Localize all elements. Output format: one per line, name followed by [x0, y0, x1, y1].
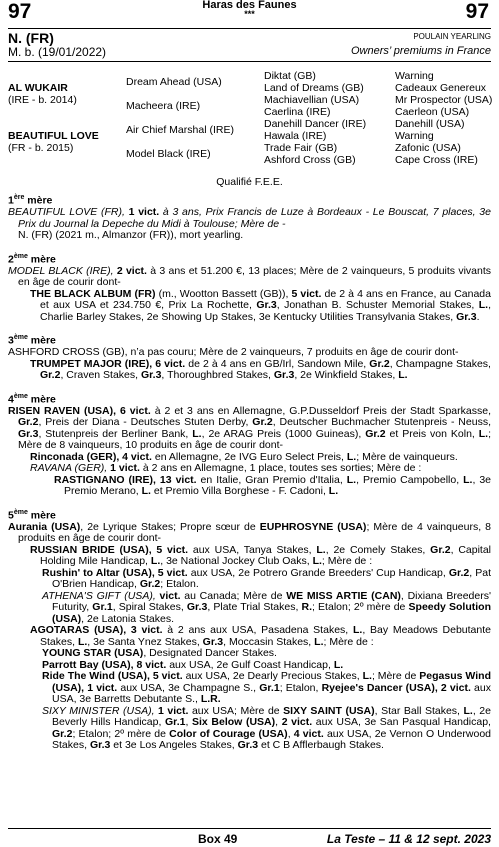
- pedigree-gen4: Danehill (USA): [395, 118, 465, 130]
- produce-entry: YOUNG STAR (USA), Designated Dancer Stakes.: [42, 647, 277, 659]
- dam-entry: ASHFORD CROSS (GB), n’a pas couru; Mère de 2 vainqueurs, 7 produits en âge de courir dont-: [8, 346, 459, 358]
- pedigree-sire: AL WUKAIR: [8, 82, 68, 94]
- lot-number-right: 97: [465, 0, 489, 23]
- lot-number-left: 97: [8, 0, 32, 23]
- produce-entry: RAVANA (GER), 1 vict. à 2 ans en Allemagne, 1 place, toutes ses sorties; Mère de :: [30, 462, 422, 474]
- section-heading-2: 2ème mère: [8, 252, 56, 265]
- pedigree-gen4: Caerleon (USA): [395, 106, 470, 118]
- section-heading-4: 4ème mère: [8, 392, 56, 405]
- produce-entry: THE BLACK ALBUM (FR) (m., Wootton Bassett (GB)), 5 vict. de 2 à 4 ans en France, au Canada et aux USA et 234.750 €, Prix La Rochette, Gr.3, Jonathan B. Schuster Memorial Stakes, L., Charlie Barley Stakes, 2e Showing Up Stakes, 3e Kentucky Utilities Transylvania Stakes, Gr.3.: [30, 287, 491, 323]
- box-number: Box 49: [198, 832, 238, 846]
- pedigree-gen3: Diktat (GB): [264, 70, 316, 82]
- produce-entry: Parrott Bay (USA), 8 vict. aux USA, 2e Gulf Coast Handicap, L.: [42, 658, 344, 671]
- produce-entry: SIXY MINISTER (USA), 1 vict. aux USA; Mère de SIXY SAINT (USA), Star Ball Stakes, L., 2e Beverly Hills Handicap, Gr.1, Six Below (USA), 2 vict. aux USA, 3e San Pasqual Handicap, Gr.2; Etalon; 2º mère de Color of Courage (USA), 4 vict. aux USA, 2e Vernon O Underwood Stakes, Gr.3 et 3e Los Angeles Stakes, Gr.3 et C B Afflerbaugh Stakes.: [42, 704, 491, 751]
- pedigree-dam-detail: (FR - b. 2015): [8, 142, 74, 154]
- dam-entry: Aurania (USA), 2e Lyrique Stakes; Propre sœur de EUPHROSYNE (USA); Mère de 4 vainqueurs, 8 produits en âge de courir dont-: [8, 520, 491, 544]
- dam-line-text: [8, 187, 491, 752]
- produce-entry: Rinconada (GER), 4 vict. en Allemagne, 2e IVG Euro Select Preis, L.; Mère de vainqueurs.: [30, 450, 458, 463]
- pedigree-gen4: Mr Prospector (USA): [395, 94, 493, 106]
- pedigree-gen4: Cadeaux Genereux: [395, 82, 487, 94]
- section-heading-3: 3ème mère: [8, 334, 56, 347]
- pedigree-gen2: Macheera (IRE): [126, 100, 201, 112]
- consignor-name: Haras des Faunes: [202, 0, 297, 11]
- owners-premium-note: Owners’ premiums in France: [351, 45, 491, 57]
- pedigree-gen4: Warning: [395, 70, 434, 82]
- produce-entry: TRUMPET MAJOR (IRE), 6 vict. de 2 à 4 ans en GB/Irl, Sandown Mile, Gr.2, Champagne Stakes, Gr.2, Craven Stakes, Gr.3, Thoroughbred Stakes, Gr.3, 2e Winkfield Stakes, L.: [30, 357, 491, 381]
- pedigree-gen3: Trade Fair (GB): [264, 142, 338, 154]
- pedigree-gen2: Dream Ahead (USA): [126, 76, 222, 88]
- produce-entry: ATHENA'S GIFT (USA), vict. au Canada; Mère de WE MISS ARTIE (CAN), Dixiana Breeders' Futurity, Gr.1, Spiral Stakes, Gr.3, Plate Trial Stakes, R.; Etalon; 2º mère de Speedy Solution (USA), 2e Latonia Stakes.: [42, 589, 491, 625]
- pedigree-sire-detail: (IRE - b. 2014): [8, 94, 77, 106]
- pedigree-gen3: Land of Dreams (GB): [264, 82, 364, 94]
- horse-sex-birth: M. b. (19/01/2022): [8, 45, 107, 59]
- sale-event: La Teste – 11 & 12 sept. 2023: [326, 832, 491, 846]
- section-heading-1: 1ère mère: [8, 194, 53, 207]
- page-footer: [8, 828, 491, 847]
- dam-entry: MODEL BLACK (IRE), 2 vict. à 3 ans et 51.200 €, 13 places; Mère de 2 vainqueurs, 5 produits vivants en âge de courir dont-: [8, 264, 491, 288]
- horse-name: N. (FR): [8, 30, 54, 46]
- pedigree-gen4: Warning: [395, 130, 434, 142]
- pedigree-gen3: Hawala (IRE): [264, 130, 327, 142]
- consignor-header: [0, 0, 499, 19]
- pedigree-gen3: Danehill Dancer (IRE): [264, 118, 367, 130]
- pedigree-dam: BEAUTIFUL LOVE: [8, 130, 99, 142]
- section-heading-5: 5ème mère: [8, 508, 56, 521]
- pedigree-gen2: Air Chief Marshal (IRE): [126, 124, 234, 136]
- produce-entry: N. (FR) (2021 m., Almanzor (FR)), mort yearling.: [18, 229, 244, 241]
- qualification-note: Qualifié F.E.E.: [216, 176, 283, 188]
- sale-category: POULAIN YEARLING: [413, 32, 491, 41]
- dam-entry: BEAUTIFUL LOVE (FR), 1 vict. à 3 ans, Prix Francis de Luze à Bordeaux - Le Bouscat, 7 places, 3e Prix du Journal la Depeche du Midi à Toulouse; Mère de -: [8, 206, 491, 230]
- produce-entry: AGOTARAS (USA), 3 vict. à 2 ans aux USA, Pasadena Stakes, L., Bay Meadows Debutante Stakes, L., 3e Santa Ynez Stakes, Gr.3, Moccasin Stakes, L.; Mère de :: [30, 624, 491, 648]
- pedigree-table: [8, 70, 491, 168]
- pedigree-gen4: Cape Cross (IRE): [395, 154, 478, 166]
- produce-entry: RUSSIAN BRIDE (USA), 5 vict. aux USA, Tanya Stakes, L., 2e Comely Stakes, Gr.2, Capital Holding Mile Handicap, L., 3e National Jockey Club Oaks, L.; Mère de :: [30, 543, 491, 567]
- pedigree-gen4: Zafonic (USA): [395, 142, 461, 154]
- dam-entry: RISEN RAVEN (USA), 6 vict. à 2 et 3 ans en Allemagne, G.P.Dusseldorf Preis der Stadt Sparkasse, Gr.2, Preis der Diana - Deutsches Stuten Derby, Gr.2, Deutscher Buchmacher Stutenpreis - Neuss, Gr.3, Stutenpreis der Berliner Bank, L., 2e ARAG Preis (1000 Guineas), Gr.2 et Preis von Koln, L.; Mère de 8 vainqueurs, 10 produits en âge de courir dont-: [8, 404, 492, 451]
- pedigree-gen3: Ashford Cross (GB): [264, 154, 356, 166]
- consignor-stars: ***: [244, 9, 255, 19]
- horse-identity-row: [8, 28, 491, 62]
- pedigree-gen3: Caerlina (IRE): [264, 106, 331, 118]
- pedigree-gen2: Model Black (IRE): [126, 148, 211, 160]
- produce-entry: RASTIGNANO (IRE), 13 vict. en Italie, Gran Premio d'Italia, L., Premio Campobello, L., 3e Premio Merano, L. et Premio Villa Borghese - F. Cadoni, L.: [54, 473, 491, 497]
- produce-entry: Ride The Wind (USA), 5 vict. aux USA, 2e Dearly Precious Stakes, L.; Mère de Pegasus Wind (USA), 1 vict. aux USA, 3e Champagne S., Gr.1; Etalon, Ryejee's Dancer (USA), 2 vict. aux USA, 3e Barretts Debutante S., L.R.: [42, 670, 491, 705]
- pedigree-gen3: Machiavellian (USA): [264, 94, 360, 106]
- produce-entry: Rushin' to Altar (USA), 5 vict. aux USA, 2e Potrero Grande Breeders' Cup Handicap, Gr.2, Pat O'Brien Handicap, Gr.2; Etalon.: [42, 566, 491, 590]
